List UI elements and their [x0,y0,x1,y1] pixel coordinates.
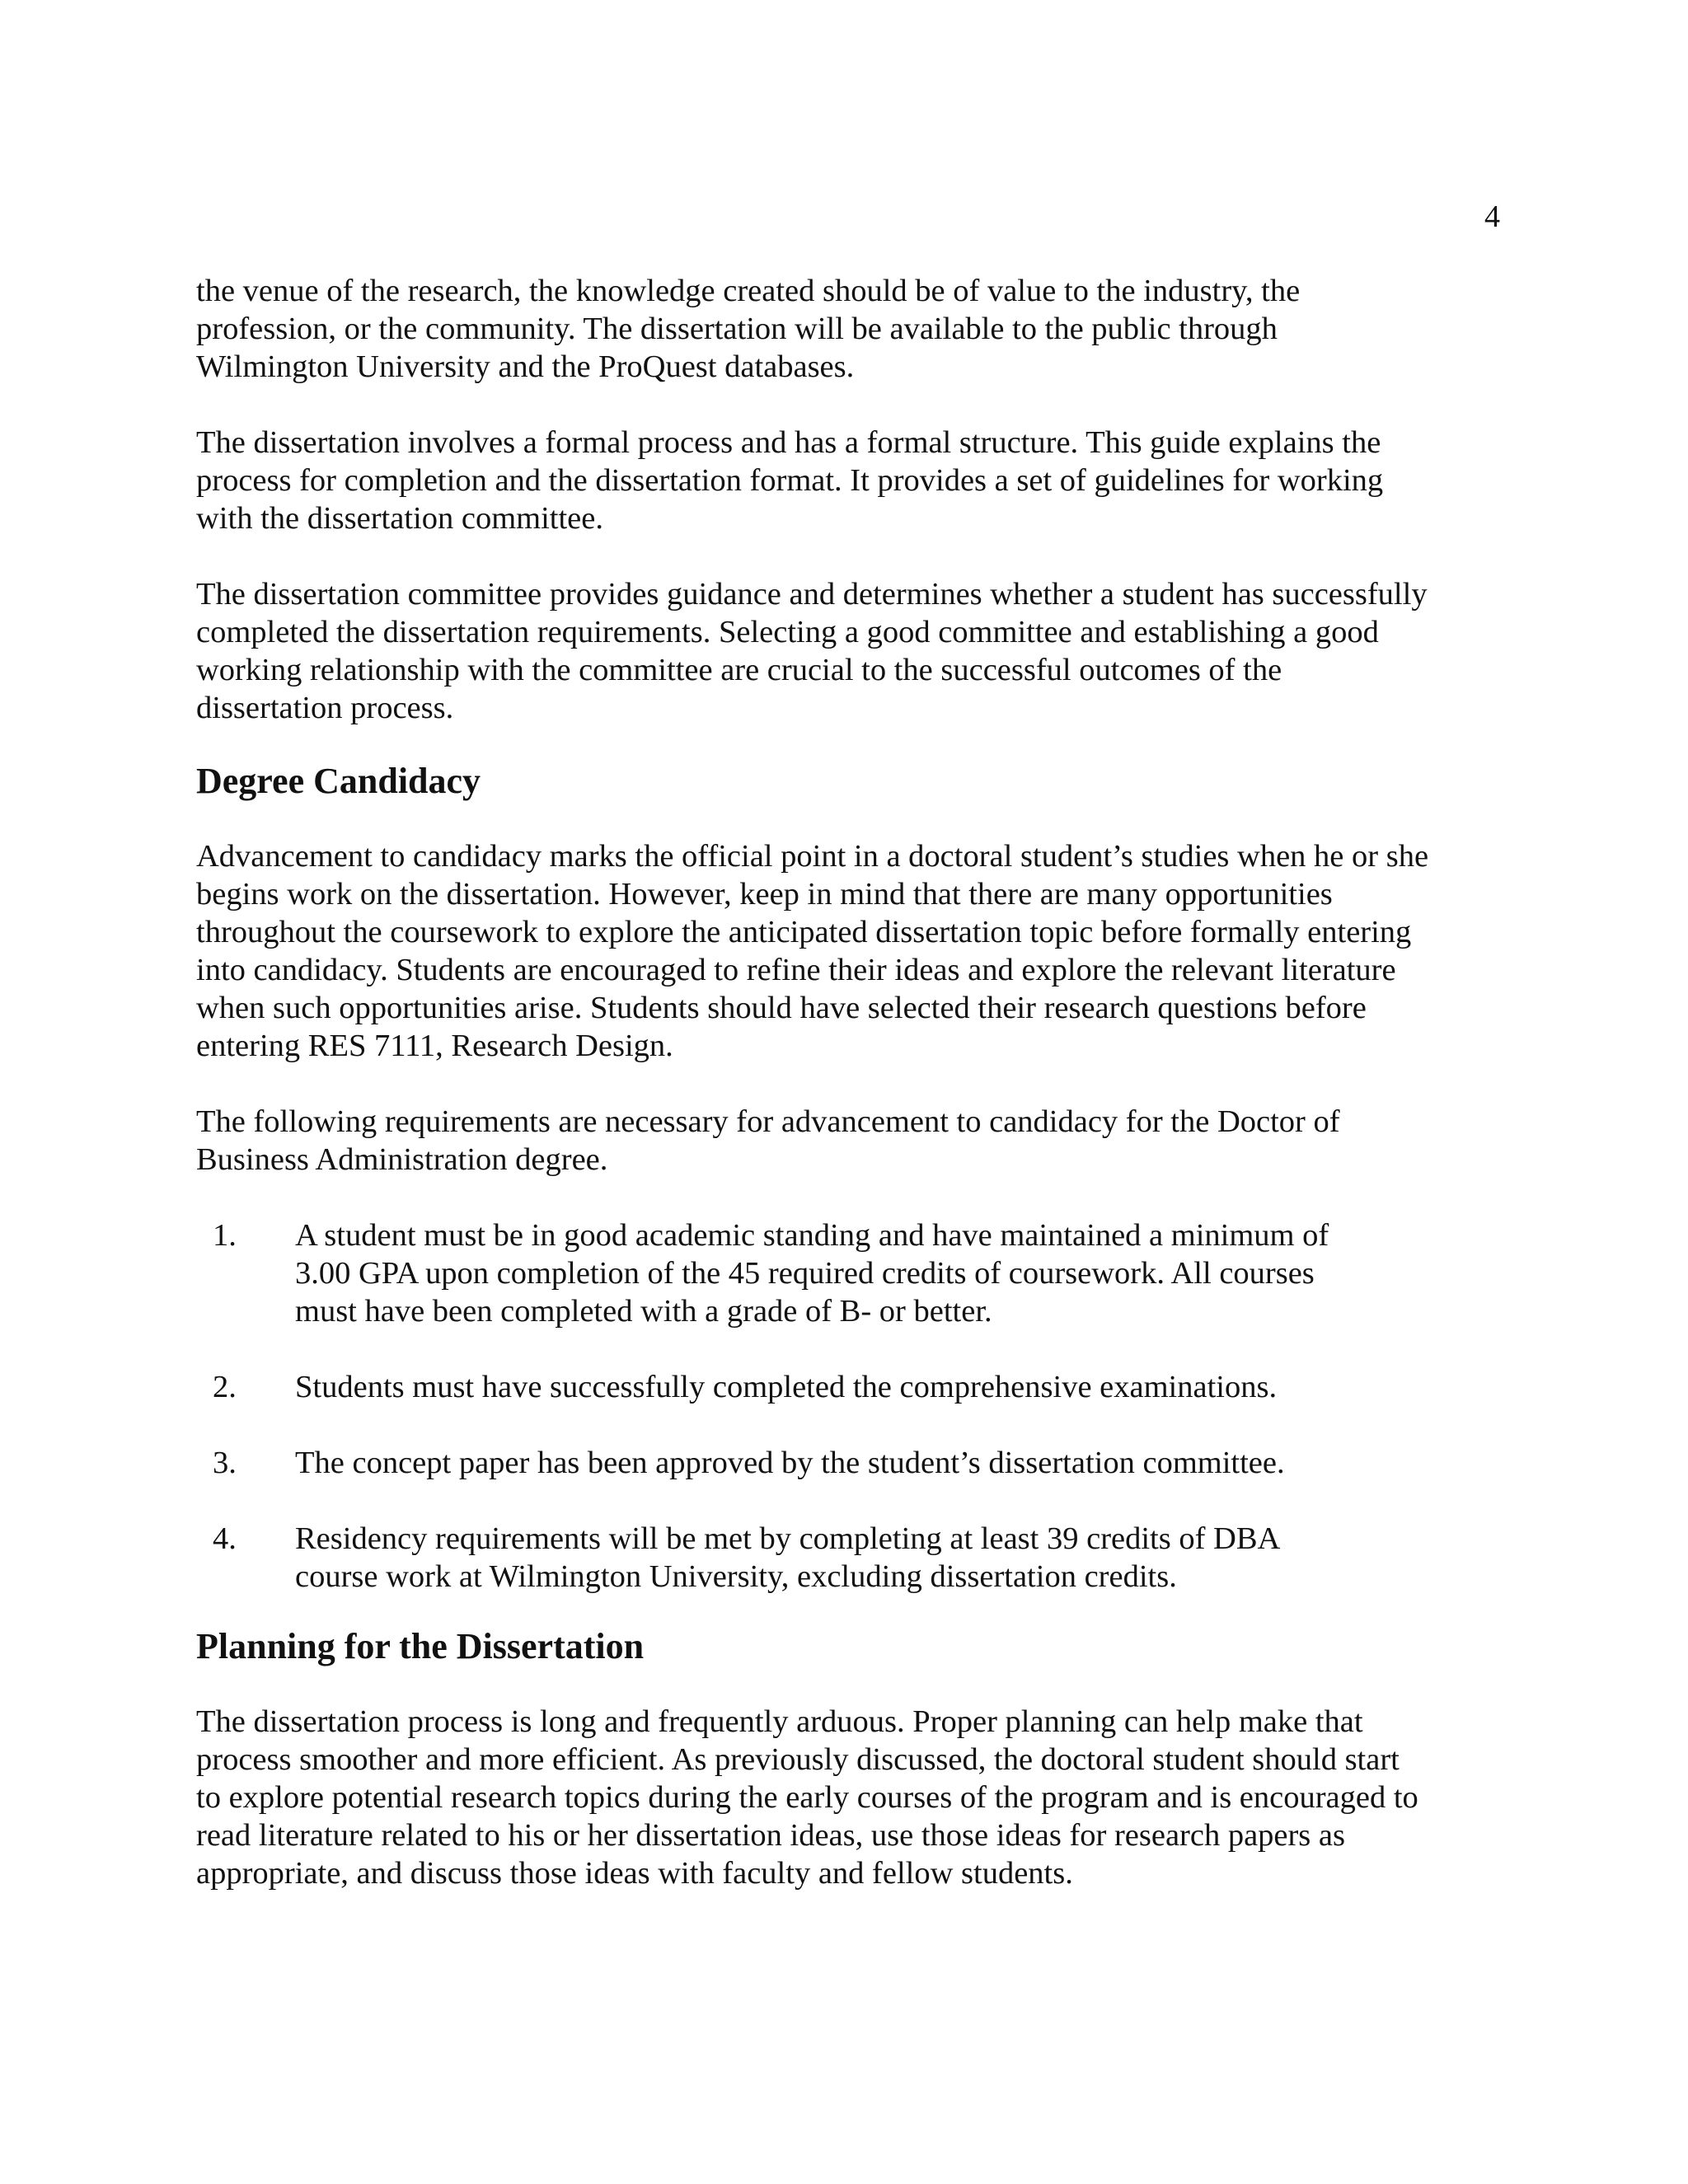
text-line: the venue of the research, the knowledge created should be of value to the industry, the [196,274,1301,308]
requirement-item-3 [196,1444,1515,1482]
text-line: profession, or the community. The dissertation will be available to the public through [196,312,1278,346]
text-line: entering RES 7111, Research Design. [196,1029,673,1063]
text-line: process smoother and more efficient. As previously discussed, the doctoral student should start [196,1742,1400,1777]
requirement-item-1 [196,1216,1515,1330]
list-number: 1. [213,1218,237,1253]
planning-paragraph-1 [196,1703,1515,1892]
text-line: A student must be in good academic standing and have maintained a minimum of [295,1218,1329,1253]
requirement-item-4 [196,1520,1515,1596]
text-line: Advancement to candidacy marks the official point in a doctoral student’s studies when he or she [196,839,1429,874]
list-text [295,1368,1515,1406]
text-line: completed the dissertation requirements. Selecting a good committee and establishing a good [196,615,1379,649]
intro-paragraph-2 [196,424,1515,537]
section-heading-degree-candidacy: Degree Candidacy [196,761,481,801]
text-line: into candidacy. Students are encouraged to refine their ideas and explore the relevant literature [196,953,1396,987]
candidacy-paragraph-2 [196,1103,1515,1179]
section-heading-planning: Planning for the Dissertation [196,1626,645,1666]
text-line: process for completion and the dissertation format. It provides a set of guidelines for working [196,463,1384,498]
text-line: to explore potential research topics during the early courses of the program and is encouraged to [196,1780,1418,1815]
intro-paragraph-1 [196,272,1515,386]
requirement-item-2 [196,1368,1515,1406]
text-line: The dissertation involves a formal process and has a formal structure. This guide explains the [196,425,1381,460]
text-line: The following requirements are necessary for advancement to candidacy for the Doctor of [196,1104,1340,1139]
text-line: The dissertation committee provides guidance and determines whether a student has successfully [196,577,1428,612]
text-line: with the dissertation committee. [196,501,603,536]
text-line: begins work on the dissertation. However, keep in mind that there are many opportunities [196,877,1333,912]
page-number: 4 [1484,199,1500,234]
text-line: Wilmington University and the ProQuest databases. [196,349,855,384]
text-line: The dissertation process is long and frequently arduous. Proper planning can help make that [196,1704,1363,1739]
list-text [295,1520,1515,1596]
text-line: appropriate, and discuss those ideas with faculty and fellow students. [196,1856,1073,1891]
list-text [295,1216,1515,1330]
document-body [196,272,1515,1892]
text-line: course work at Wilmington University, excluding dissertation credits. [295,1559,1177,1594]
text-line: when such opportunities arise. Students should have selected their research questions before [196,991,1367,1025]
text-line: read literature related to his or her dissertation ideas, use those ideas for research papers as [196,1818,1345,1853]
text-line: Residency requirements will be met by completing at least 39 credits of DBA [295,1521,1281,1556]
list-text [295,1444,1515,1482]
text-line: throughout the coursework to explore the anticipated dissertation topic before formally entering [196,915,1412,949]
list-number: 2. [213,1370,237,1404]
candidacy-paragraph-1 [196,837,1515,1065]
text-line: dissertation process. [196,691,454,725]
text-line: Business Administration degree. [196,1142,608,1177]
intro-paragraph-3 [196,575,1515,727]
list-number: 3. [213,1446,237,1480]
text-line: working relationship with the committee are crucial to the successful outcomes of the [196,653,1282,687]
text-line: Students must have successfully completed the comprehensive examinations. [295,1370,1278,1404]
text-line: 3.00 GPA upon completion of the 45 required credits of coursework. All courses [295,1256,1315,1291]
text-line: must have been completed with a grade of B- or better. [295,1294,992,1329]
list-number: 4. [213,1521,237,1556]
text-line: The concept paper has been approved by the student’s dissertation committee. [295,1446,1285,1480]
